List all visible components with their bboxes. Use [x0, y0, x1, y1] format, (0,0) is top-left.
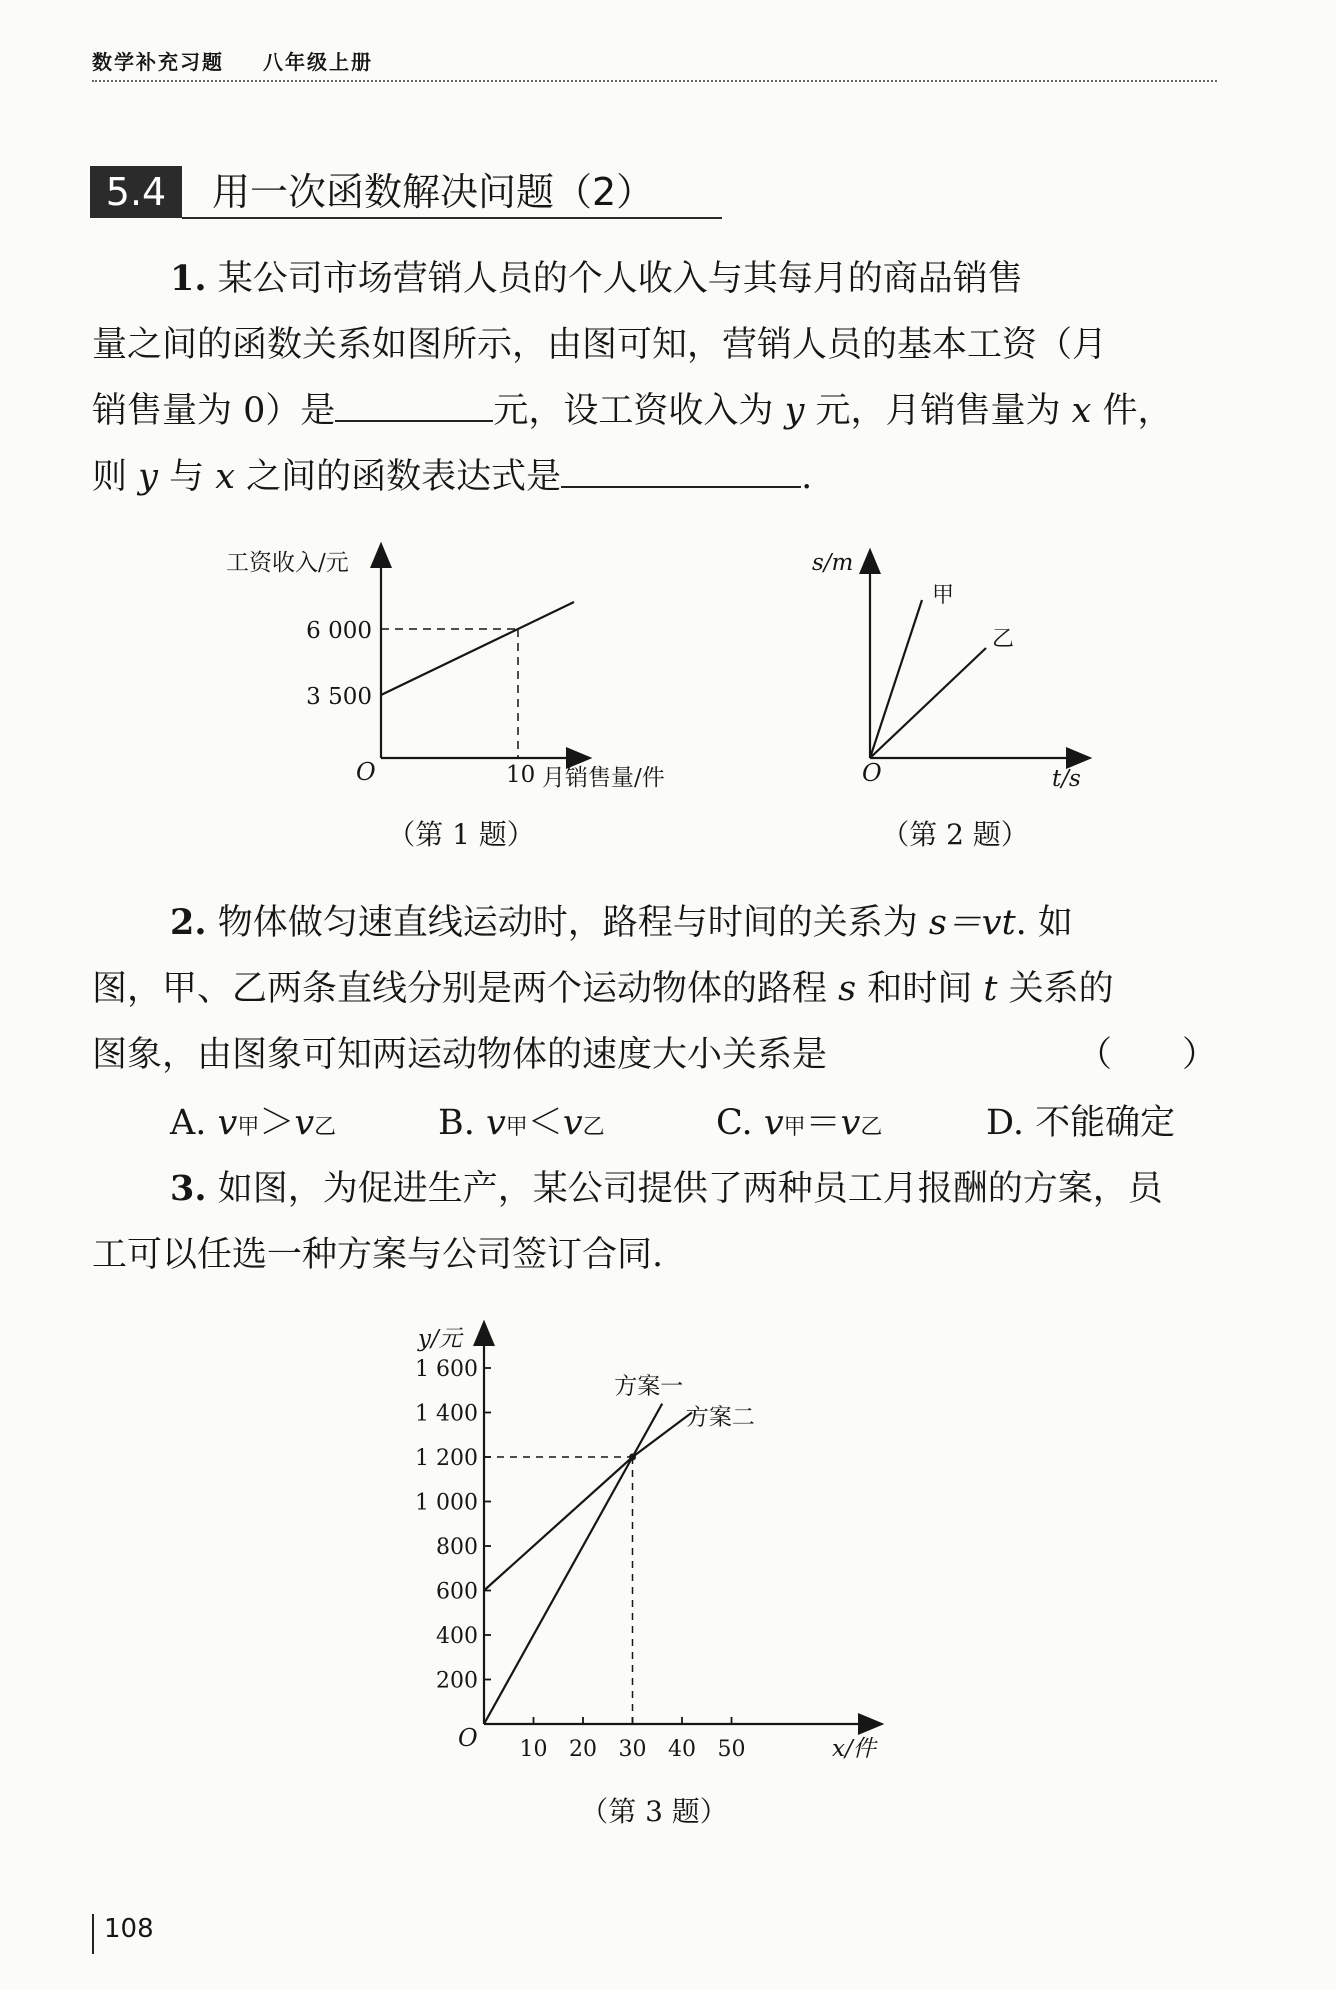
- fig3-ytick-label: 1 200: [415, 1446, 478, 1471]
- q1-line3b: 元，设工资收入为: [493, 391, 774, 431]
- fig3-xlabel: x/件: [832, 1736, 876, 1762]
- q2-answer-paren[interactable]: （ ）: [1076, 1035, 1217, 1075]
- option-a[interactable]: A. v甲＞v乙: [170, 1103, 337, 1143]
- fig1-xlabel: 月销售量/件: [542, 765, 665, 791]
- option-c[interactable]: C. v甲＝v乙: [716, 1103, 883, 1143]
- fig3-series-1: [484, 1404, 662, 1724]
- section-title: 用一次函数解决问题（2）: [212, 170, 655, 214]
- fig3-ytick-label: 600: [436, 1579, 478, 1605]
- q1-line4b: 与: [169, 457, 205, 497]
- fig3-xtick-label: 20: [569, 1737, 597, 1762]
- fig3-origin: O: [458, 1724, 478, 1752]
- q1-number: 1.: [170, 258, 207, 299]
- section-underline: [182, 217, 722, 219]
- option-b[interactable]: B. v甲＜v乙: [438, 1103, 605, 1143]
- fig3-ytick-label: 1 400: [415, 1401, 478, 1427]
- q1-blank-base-salary[interactable]: [335, 384, 493, 422]
- fig1-xtick-10: 10: [506, 762, 536, 788]
- fig2-label-yi: 乙: [992, 627, 1015, 652]
- fig1-origin: O: [356, 758, 376, 786]
- section-number: 5.4: [90, 166, 182, 218]
- fig3-series-label: 方案一: [614, 1373, 684, 1400]
- q2-line2c: 关系的: [1008, 969, 1114, 1009]
- q1-line3a: 销售量为 0）是: [92, 391, 336, 431]
- question-2: [92, 890, 1217, 1088]
- fig1-caption: （第 1 题）: [387, 818, 535, 851]
- figure-1: [210, 540, 710, 810]
- fig1-ytick-3500: 3 500: [306, 684, 372, 710]
- grade-label: 八年级上册: [262, 50, 373, 74]
- fig2-origin: O: [862, 759, 882, 787]
- fig3-ytick-label: 200: [436, 1668, 478, 1694]
- q1-line2: 量之间的函数关系如图所示，由图可知，营销人员的基本工资（月: [92, 325, 1108, 365]
- q1-var-x2: x: [215, 457, 235, 497]
- fig3-xtick-label: 40: [668, 1737, 696, 1762]
- q2-line1a: 物体做匀速直线运动时，路程与时间的关系为: [217, 903, 918, 943]
- q2-line2b: 和时间: [867, 969, 973, 1009]
- fig2-caption: （第 2 题）: [881, 818, 1029, 851]
- fig3-xtick-label: 10: [519, 1737, 548, 1762]
- fig3-ytick-label: 400: [436, 1624, 478, 1649]
- q3-line1: 如图，为促进生产，某公司提供了两种员工月报酬的方案，员: [217, 1169, 1163, 1209]
- fig3-ytick-label: 1 000: [415, 1490, 478, 1516]
- q1-var-y: y: [784, 391, 805, 431]
- q2-options: [170, 1090, 1220, 1156]
- option-d[interactable]: D. 不能确定: [986, 1103, 1176, 1143]
- q2-line3: 图象，由图象可知两运动物体的速度大小关系是: [92, 1035, 828, 1075]
- fig3-caption: （第 3 题）: [580, 1795, 728, 1828]
- fig3-ytick-label: 800: [436, 1535, 478, 1560]
- page-number: 108: [92, 1914, 154, 1954]
- q1-line3d: 件，: [1102, 391, 1173, 431]
- q1-var-x: x: [1071, 391, 1092, 431]
- question-1: [92, 246, 1217, 510]
- q1-line4d: .: [801, 457, 813, 497]
- fig3-series-2: [484, 1413, 692, 1591]
- fig3-marks: [415, 1357, 755, 1762]
- q2-line1b: . 如: [1015, 903, 1073, 943]
- fig2-label-jia: 甲: [932, 583, 955, 608]
- fig3-ytick-label: 1 600: [415, 1357, 478, 1382]
- fig3-series-label: 方案二: [685, 1404, 755, 1431]
- page-header: [92, 46, 1217, 82]
- q1-line3c: 元，月销售量为: [815, 391, 1061, 431]
- fig3-xtick-label: 50: [717, 1737, 746, 1762]
- q2-var-t: t: [983, 969, 998, 1009]
- question-3: [92, 1156, 1217, 1288]
- fig2-xlabel: t/s: [1052, 766, 1081, 792]
- q3-line2: 工可以任选一种方案与公司签订合同.: [92, 1235, 664, 1275]
- fig2-ylabel: s/m: [812, 550, 854, 576]
- fig1-salary-line: [381, 602, 574, 695]
- figure-3-chart: [400, 1310, 920, 1780]
- q1-line4c: 之间的函数表达式是: [246, 457, 562, 497]
- fig1-ytick-6000: 6 000: [306, 618, 372, 644]
- q1-var-y2: y: [138, 457, 158, 497]
- q2-var-s: s: [838, 969, 857, 1009]
- fig1-ylabel: 工资收入/元: [226, 550, 349, 576]
- fig3-xtick-label: 30: [618, 1737, 647, 1762]
- fig3-intersection-point: [629, 1454, 636, 1461]
- q2-number: 2.: [170, 902, 207, 943]
- q1-line4a: 则: [92, 457, 128, 497]
- book-title: 数学补充习题: [92, 50, 224, 74]
- q3-number: 3.: [170, 1168, 207, 1209]
- figure-2: [790, 540, 1120, 810]
- q2-formula: s＝vt: [928, 903, 1016, 943]
- q2-line2a: 图，甲、乙两条直线分别是两个运动物体的路程: [92, 969, 828, 1009]
- q1-blank-expression[interactable]: [561, 450, 801, 488]
- q1-line1: 某公司市场营销人员的个人收入与其每月的商品销售: [217, 259, 1023, 299]
- fig3-ylabel: y/元: [418, 1326, 462, 1352]
